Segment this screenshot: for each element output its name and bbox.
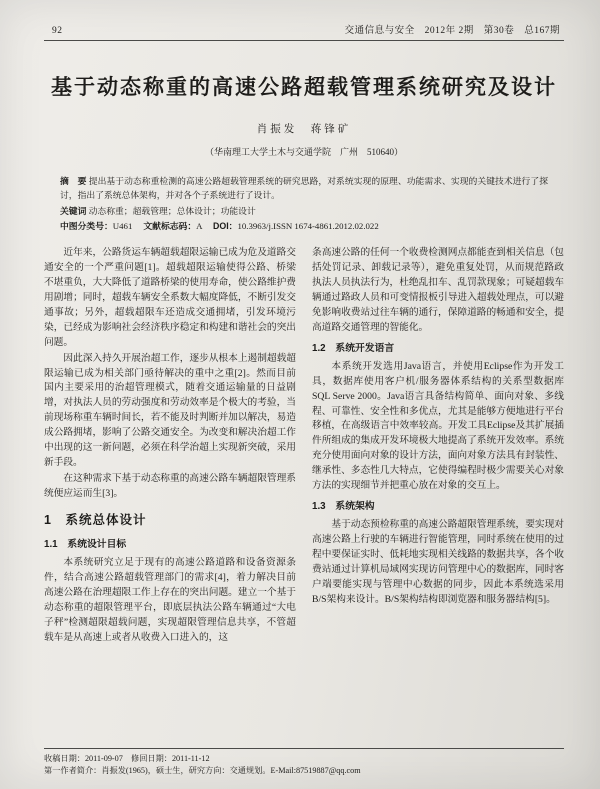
- footnote-block: [44, 748, 564, 778]
- paragraph-continued: 条高速公路的任何一个收费检测网点都能查到相关信息（包括处罚记录、卸载记录等），避免重复处罚，从而规范路政执法人员执法行为，杜绝乱扣车、乱罚款现象；可疑超载车辆通过路政人员和可变情报板引导进入超载处理点，可以避免影响收费站过往车辆的通行，保障道路的畅通和安全，提高道路交通管理的智能化。: [312, 247, 564, 333]
- paragraph: 近年来，公路货运车辆超载超限运输已成为危及道路交通安全的一个严重问题[1]。超载超限运输使得公路、桥梁不堪重负，大大降低了道路桥梁的使用寿命，使公路维护费用剧增；同时，超载车辆安全系数大幅度降低，不断引发交通事故；另外，超载超限车还造成交通拥堵，引发环境污染，已经成为影响社会经济秩序稳定和构建和谐社会的突出问题。: [44, 247, 296, 348]
- paragraph: 本系统开发选用Java语言，并使用Eclipse作为开发工具，数据库使用客户机/服务器体系结构的关系型数据库SQL Serve 2000。Java语言具备结构简单、面向对象、多线程、可靠性、安全性和多优点，尤其是能够方便地进行平台移植，在高级语言中效率较高。开发工具Eclipse及其扩展插件所组成的集成开发环境极大地提高了系统开发效率。系统充分使用面向对象的设计方法，面向对象方法具有封装性、继承性、多态性几大特点，它使得编程时极少需要关心对象方法的实现细节并把重心放在对象的交互上。: [312, 360, 564, 492]
- abstract-block: [44, 174, 564, 233]
- paragraph: 基于动态预检称重的高速公路超限管理系统，要实现对高速公路上行驶的车辆进行智能管理，同时系统在使用的过程中要保证实时、低耗地实现相关线路的数据共享，各个收费站通过计算机局域网实现访问管理中心的数据库，同时客户端要能实现与管理中心数据的同步，因此本系统选采用B/S架构来设计。B/S架构结构即浏览器和服务器结构[5]。: [312, 519, 564, 605]
- page-header: [44, 20, 564, 40]
- abstract-line: [60, 174, 548, 203]
- left-column: [44, 246, 296, 647]
- abstract-text: 提出基于动态称重检测的高速公路超载管理系统的研究思路，对系统实现的原理、功能需求、实现的关键技术进行了探讨，指出了系统总体架构，并对各个子系统进行了设计。: [60, 176, 548, 201]
- keywords-text: 动态称重；超载管理；总体设计；功能设计: [88, 205, 256, 216]
- page-number: 92: [52, 26, 63, 36]
- journal-info: 交通信息与安全 2012年 2期 第30卷 总167期: [344, 26, 560, 36]
- doc-code-value: A: [196, 220, 203, 231]
- section-1-heading: 1 系统总体设计: [44, 512, 147, 527]
- paper-title: 基于动态称重的高速公路超载管理系统研究及设计: [51, 76, 557, 99]
- doi-label: DOI：: [204, 220, 238, 231]
- doc-code-label: 文献标志码：: [134, 220, 197, 231]
- paragraph: 本系统研究立足于现有的高速公路道路和设备资源条件，结合高速公路超载管理部门的需求[4]，着力解决目前高速公路在治理超限工作上存在的突出问题。建立一个基于动态称重的超限管理平台，即底层执法公路车辆通过“大电子秤”检测超限超载问题，实现超限管理信息共享，不管超载车是从高速上或者从收费入口进入的，这: [44, 557, 296, 643]
- paragraph: 因此深入持久开展治超工作，逐步从根本上遏制超载超限运输已成为相关部门亟待解决的重中之重[2]。然而目前国内主要采用的治超管理模式，随着交通运输量的日益剧增，对执法人员的劳动强度和劳动效率是个极大的考验，当前现场称重车辆时间长，若不能及时判断并加以解决，易造成公路拥堵，影响了公路交通安全。为改变和解决治超工作中出现的这一新问题，必须在科学治超上实现新突破，采用新手段。: [44, 352, 296, 469]
- body-columns: [44, 246, 564, 647]
- header-divider: [44, 40, 564, 41]
- doi-value: 10.3963/j.ISSN 1674-4861.2012.02.022: [237, 220, 379, 231]
- affiliation: （华南理工大学土木与交通学院 广州 510640）: [204, 147, 403, 157]
- authors: 肖振发 蒋锋矿: [256, 124, 352, 135]
- paragraph: 在这种需求下基于动态称重的高速公路车辆超限管理系统便应运而生[3]。: [44, 473, 296, 499]
- section-1-1-heading: 1.1 系统设计目标: [44, 539, 127, 551]
- clc-value: U461: [112, 220, 133, 231]
- section-1-3-heading: 1.3 系统架构: [312, 501, 375, 513]
- section-1-2-heading: 1.2 系统开发语言: [312, 342, 395, 354]
- keywords-line: [60, 204, 548, 218]
- keywords-label: 关键词: [60, 205, 87, 216]
- received-dates: 收稿日期：2011-09-07 修回日期：2011-11-12: [44, 753, 210, 763]
- classification-line: [60, 219, 548, 233]
- clc-label: 中图分类号：: [60, 220, 113, 231]
- first-author-bio: 第一作者简介：肖振发(1965)，硕士生，研究方向：交通规划。E-Mail:87519887@qq.com: [44, 766, 361, 776]
- abstract-label: 摘 要: [60, 176, 87, 186]
- right-column: [312, 246, 564, 647]
